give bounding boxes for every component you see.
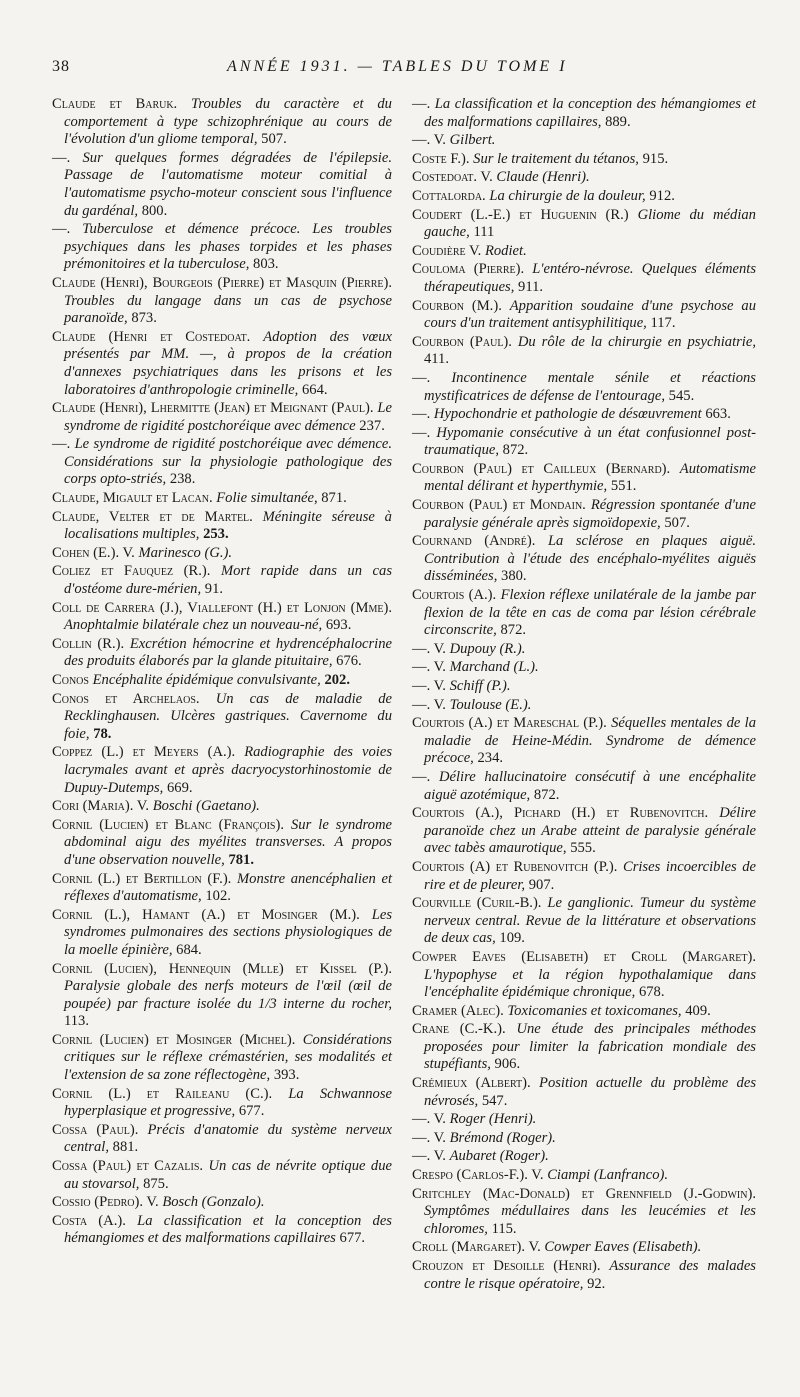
entry-author: —. V. [412,1111,446,1128]
entry-title: Un cas de névrite optique due au stovarsol, [64,1158,392,1192]
entry-author: Coppez (L.) et Meyers (A.). [52,744,236,761]
entry-page: 669. [166,779,193,796]
entry-author: Coll de Carrera (J.), Viallefont (H.) et Lonjon (Mme). [52,599,392,616]
index-entry [52,436,392,489]
entry-author: Courbon (M.). [412,297,502,314]
index-entry [52,329,392,399]
index-entry [412,1075,756,1110]
entry-title: Sur le syndrome abdominal aigu des myélites transverses. A propos d'une observation nouvelle, [64,816,392,868]
index-entry [52,636,392,671]
entry-page: 380. [501,568,527,585]
entry-title: Les syndromes pulmonaires des sections physiologiques de la moelle épinière, [64,906,392,958]
entry-author: —. V. [412,640,446,657]
index-entry [52,600,392,635]
entry-page: 906. [494,1056,521,1073]
entry-page: 545. [668,387,695,404]
entry-page: 889. [605,113,631,130]
entry-author: Cornil (Lucien) et Blanc (François). [52,816,284,833]
entry-author: Cossio (Pedro). V. [52,1194,159,1211]
entry-page: 507. [261,131,287,148]
entry-title: Position actuelle du problème des névrosés, [424,1075,757,1109]
entry-title: Roger (Henri). [449,1111,537,1128]
index-entry [412,188,756,206]
entry-author: —. [412,96,431,112]
entry-title: Dupouy (R.). [449,640,526,657]
entry-title: Assurance des malades contre le risque opératoire, [424,1258,756,1292]
entry-title: Aubaret (Roger). [449,1148,549,1165]
entry-page: 781. [228,851,254,868]
entry-page: 676. [336,653,362,670]
index-entry [412,243,756,261]
entry-author: Costedoat. V. [412,169,493,186]
entry-title: Délire hallucinatoire consécutif à une encéphalite aiguë azotémique, [424,768,756,803]
index-entry [412,533,756,586]
index-entry [412,641,756,659]
index-entry [412,370,756,405]
index-entry [52,691,392,744]
entry-title: Mort rapide dans un cas d'ostéome dure-mérien, [64,563,392,598]
index-entry [52,563,392,598]
entry-title: La classification et la conception des hémangiomes et des malformations capillaires, [424,96,756,130]
entry-title: Gilbert. [449,132,496,149]
entry-title: Le syndrome de rigidité postchoréique avec démence. Considérations sur la physiologie pathologique des corps opto-striés, [64,436,393,488]
entry-author: —. V. [412,1129,446,1146]
entry-author: Cornil (L.) et Bertillon (F.). [52,870,232,887]
entry-page: 693. [325,617,352,634]
entry-title: Apparition soudaine d'une psychose au cours d'un traitement antisyphilitique, [424,297,756,332]
entry-page: 507. [664,514,690,531]
entry-title: La Schwannose hyperplasique et progressive, [64,1085,392,1120]
entry-author: Cori (Maria). V. [52,798,150,815]
left-column [52,96,392,1249]
index-entry [412,1130,756,1148]
entry-author: Coliez et Fauquez (R.). [52,563,211,580]
entry-title: Précis d'anatomie du système nerveux central, [64,1121,392,1156]
entry-author: Courtois (A) et Rubenovitch (P.). [412,858,618,875]
entry-title: Ciampi (Lanfranco). [547,1167,669,1184]
entry-author: —. V. [412,132,446,149]
entry-author: Couloma (Pierre). [412,261,525,278]
entry-title: Paralysie globale des nerfs moteurs de l'œil (œil de poupée) par fracture isolée du 1/3 interne du rocher, [64,978,392,1012]
entry-author: Claude (Henri), Bourgeois (Pierre) et Masquin (Pierre). [52,274,392,291]
entry-title: Gliome du médian gauche, [424,206,756,241]
entry-author: Cossa (Paul) et Cazalis. [52,1158,204,1175]
entry-author: —. V. [412,1148,446,1165]
entry-page: 872. [533,786,560,803]
entry-title: Méningite séreuse à localisations multiples, [64,508,392,543]
entry-title: Adoption des vœux présentés par MM. —, à propos de la création d'annexes psychiatriques dans les prisons et les laboratoires d'anthropologie criminelle, [64,328,392,398]
index-entry [412,261,756,296]
entry-author: Cornil (Lucien), Hennequin (Mlle) et Kissel (P.). [52,960,392,977]
index-entry [52,1194,392,1212]
entry-page: 664. [301,381,328,398]
entry-author: —. [412,424,431,441]
entry-page: 234. [477,750,504,767]
entry-author: Courtois (A.) et Mareschal (P.). [412,715,607,732]
entry-title: Automatisme mental délirant et hyperthymie, [424,460,756,495]
entry-title: Crises incoercibles de rire et de pleurer, [424,858,757,893]
entry-page: 915. [642,150,669,167]
entry-page: 91. [204,581,224,598]
entry-title: Toxicomanies et toxicomanes, [507,1002,682,1019]
entry-page: 871. [321,490,347,507]
entry-title: Radiographie des voies lacrymales avant et après dacryocystorhinostomie de Dupuy-Dutemps, [64,744,392,796]
entry-title: Symptômes médullaires dans les leucémies et les chloromes, [424,1203,756,1237]
page-header [52,58,752,80]
index-entry [412,1148,756,1166]
entry-author: Cottalorda. [412,187,486,204]
entry-author: Cossa (Paul). [52,1121,139,1138]
entry-page: 800. [141,202,168,219]
entry-title: Sur le traitement du tétanos, [473,150,639,167]
entry-page: 678. [638,984,665,1001]
index-entry [412,1003,756,1021]
index-entry [52,509,392,544]
index-entry [412,334,756,369]
index-entry [412,587,756,640]
index-entry [52,150,392,220]
entry-author: Critchley (Mac-Donald) et Grennfield (J.-Godwin). [412,1185,756,1202]
entry-page: 803. [253,256,279,273]
entry-author: —. V. [412,678,446,694]
entry-title: Troubles du caractère et du comportement à type schizophrénique au cours de l'évolution d'un gliome temporal, [64,96,392,148]
index-entry [412,207,756,242]
index-entry [52,1122,392,1157]
index-entry [412,96,756,131]
entry-page: 912. [649,187,675,204]
page-number: 38 [52,58,70,75]
index-entry [412,1239,756,1257]
entry-title: Anophtalmie bilatérale chez un nouveau-né, [64,617,323,634]
entry-title: Sur quelques formes dégradées de l'épilepsie. Passage de l'automatisme moteur comitial à l'automatisme psycho-moteur conscient sous l'influence du gardénal, [64,149,392,219]
entry-author: Crane (C.-K.). [412,1021,506,1038]
entry-page: 555. [570,840,596,857]
entry-author: Claude (Henri et Costedoat. [52,328,251,345]
entry-author: Cornil (Lucien) et Mosinger (Michel). [52,1031,296,1048]
entry-page: 677. [238,1103,265,1120]
entry-page: 684. [176,941,202,958]
entry-author: Courbon (Paul). [412,333,512,350]
index-entry [52,907,392,960]
entry-author: —. [412,406,431,423]
entry-author: Cowper Eaves (Elisabeth) et Croll (Margaret). [412,948,756,965]
entry-author: —. V. [412,696,446,713]
entry-page: 237. [359,417,385,434]
entry-title: Du rôle de la chirurgie en psychiatrie, [517,333,756,350]
entry-page: 253. [203,526,229,543]
entry-title: Marchand (L.). [449,659,539,676]
entry-author: Courtois (A.), Pichard (H.) et Rubenovitch. [412,805,709,822]
entry-author: Collin (R.). [52,635,125,652]
index-entry [412,859,756,894]
entry-title: Régression spontanée d'une paralysie générale après sigmoïdopexie, [424,497,756,531]
entry-page: 551. [610,478,637,495]
index-entry [412,132,756,150]
entry-author: —. V. [412,659,446,676]
entry-author: —. [412,768,431,785]
entry-title: Flexion réflexe unilatérale de la jambe par flexion de la tête en cas de coma par lésion cérébrale circonscrite, [424,587,757,639]
entry-author: Cornil (L.) et Raileanu (C.). [52,1085,273,1102]
index-entry [412,697,756,715]
index-entry [52,1032,392,1085]
index-entry [412,1186,756,1239]
entry-author: Courbon (Paul) et Cailleux (Bernard). [412,460,671,477]
entry-author: Coste F.). [412,150,470,167]
entry-author: Costa (A.). [52,1212,126,1229]
entry-title: Boschi (Gaetano). [152,798,260,815]
entry-title: Brémond (Roger). [449,1129,556,1146]
index-entry [412,895,756,948]
entry-author: Cournand (André). [412,533,536,550]
entry-author: Claude, Velter et de Martel. [52,508,253,525]
entry-title: La classification et la conception des hémangiomes et des malformations capillaires [64,1212,392,1247]
entry-title: Encéphalite épidémique convulsivante, [92,672,321,688]
entry-author: —. [52,221,71,238]
entry-page: 547. [481,1092,508,1109]
index-entry [52,798,392,816]
entry-title: Un cas de maladie de Recklinghausen. Ulcères gastriques. Cavernome du foie, [64,690,393,742]
entry-title: Marinesco (G.). [138,544,233,561]
entry-page: 875. [143,1175,169,1192]
entry-page: 393. [273,1067,300,1084]
entry-page: 115. [491,1220,517,1237]
entry-title: Claude (Henri). [496,169,590,186]
entry-title: Une étude des principales méthodes proposées pour limiter la fabrication mondiale des stupéfiants, [424,1021,757,1073]
right-column [412,96,756,1294]
entry-author: Coudert (L.-E.) et Huguenin (R.) [412,206,629,223]
index-entry [412,151,756,169]
entry-page: 411. [424,351,449,368]
entry-title: Excrétion hémocrine et hydrencéphalocrine des produits élaborés par la glande pituitaire, [64,635,393,670]
index-entry [52,545,392,563]
entry-author: —. [412,369,431,386]
running-title: ANNÉE 1931. — TABLES DU TOME I [227,58,568,75]
index-entry [52,400,392,435]
entry-page: 92. [587,1275,606,1292]
entry-page: 202. [324,672,350,688]
entry-author: Cornil (L.), Hamant (A.) et Mosinger (M.). [52,906,360,923]
entry-page: 102. [205,888,231,905]
entry-title: Délire paranoïde chez un Arabe atteint de paralysie générale avec tabès amaurotique, [424,805,756,857]
entry-title: Séquelles mentales de la maladie de Heine-Médin. Syndrome de démence précoce, [424,715,756,767]
entry-title: Folie simultanée, [216,490,318,507]
index-entry [412,406,756,424]
entry-title: Le ganglionic. Tumeur du système nerveux central. Revue de la littérature et observations de deux cas, [424,895,756,947]
index-entry [52,275,392,328]
index-entry [52,817,392,870]
index-entry [412,497,756,532]
entry-author: Conos et Archelaos. [52,690,200,707]
index-entry [412,425,756,460]
index-entry [52,1158,392,1193]
entry-page: 911. [518,278,544,295]
entry-title: La sclérose en plaques aiguë. Contribution à l'étude des encéphalo-myélites aiguës disséminées, [424,533,756,585]
entry-page: 677. [339,1230,366,1247]
entry-page: 117. [650,315,676,332]
index-entry [412,1258,756,1293]
entry-author: Crespo (Carlos-F.). V. [412,1167,544,1184]
entry-author: Crémieux (Albert). [412,1075,531,1092]
index-entry [412,769,756,804]
entry-page: 907. [528,876,555,893]
entry-author: Cohen (E.). V. [52,544,135,561]
entry-title: Hypomanie consécutive à un état confusionnel post-traumatique, [424,424,756,459]
entry-author: Courtois (A.). [412,587,497,604]
entry-author: Croll (Margaret). V. [412,1239,541,1256]
entry-author: Claude et Baruk. [52,96,178,112]
entry-title: Le syndrome de rigidité postchoréique avec démence [64,400,392,434]
entry-title: Hypochondrie et pathologie de désœuvrement [433,406,702,423]
index-entry [412,1111,756,1129]
index-entry [412,949,756,1002]
entry-title: La chirurgie de la douleur, [489,187,646,204]
index-entry [52,490,392,508]
entry-title: Incontinence mentale sénile et réactions mystificatrices de défense de l'entourage, [424,369,756,404]
entry-page: 872. [500,622,527,639]
entry-author: Crouzon et Desoille (Henri). [412,1258,601,1274]
index-entry [52,871,392,906]
entry-page: 111 [473,224,495,241]
index-entry [52,221,392,274]
entry-page: 78. [93,725,112,742]
entry-author: Coudière V. [412,242,482,259]
entry-author: Claude, Migault et Lacan. [52,490,213,507]
index-entry [412,715,756,768]
index-entry [412,298,756,333]
entry-page: 109. [499,930,525,947]
entry-page: 238. [169,471,196,488]
entry-title: Toulouse (E.). [449,696,532,713]
entry-author: Conos [52,672,89,688]
index-entry [52,744,392,797]
entry-author: Courville (Curil-B.). [412,895,542,912]
entry-page: 409. [685,1002,711,1019]
index-entry [52,672,392,690]
entry-title: Schiff (P.). [449,678,511,694]
entry-title: Cowper Eaves (Elisabeth). [544,1239,702,1256]
entry-author: Cramer (Alec). [412,1002,504,1019]
index-entry [412,659,756,677]
entry-title: Considérations critiques sur le réflexe crémastérien, ses modalités et l'extension de sa zone réflectogène, [64,1031,392,1084]
entry-author: Courbon (Paul) et Mondain. [412,497,586,514]
entry-page: 113. [64,1013,89,1030]
entry-title: Monstre anencéphalien et réflexes d'automatisme, [64,870,392,905]
entry-title: L'entéro-névrose. Quelques éléments thérapeutiques, [424,261,756,295]
index-entry [412,805,756,858]
index-entry [412,169,756,187]
entry-page: 663. [705,406,731,423]
index-entry [52,1213,392,1248]
index-entry [52,1086,392,1121]
entry-page: 873. [131,310,157,327]
entry-author: —. [52,149,71,166]
entry-page: 881. [112,1139,139,1156]
entry-title: Tuberculose et démence précoce. Les troubles psychiques dans les phases torpides et les phases prémonitoires et la tuberculose, [64,221,392,273]
index-entry [52,96,392,149]
entry-page: 872. [502,442,529,459]
entry-title: Rodiet. [484,242,527,259]
index-entry [412,678,756,696]
index-entry [412,461,756,496]
index-entry [412,1167,756,1185]
entry-author: —. [52,436,71,453]
entry-title: Bosch (Gonzalo). [162,1194,265,1211]
index-entry [52,961,392,1031]
index-entry [412,1021,756,1074]
entry-title: L'hypophyse et la région hypothalamique dans l'encéphalite épidémique chronique, [424,966,756,1001]
entry-author: Claude (Henri), Lhermitte (Jean) et Meignant (Paul). [52,400,374,417]
entry-title: Troubles du langage dans un cas de psychose paranoïde, [64,292,392,327]
